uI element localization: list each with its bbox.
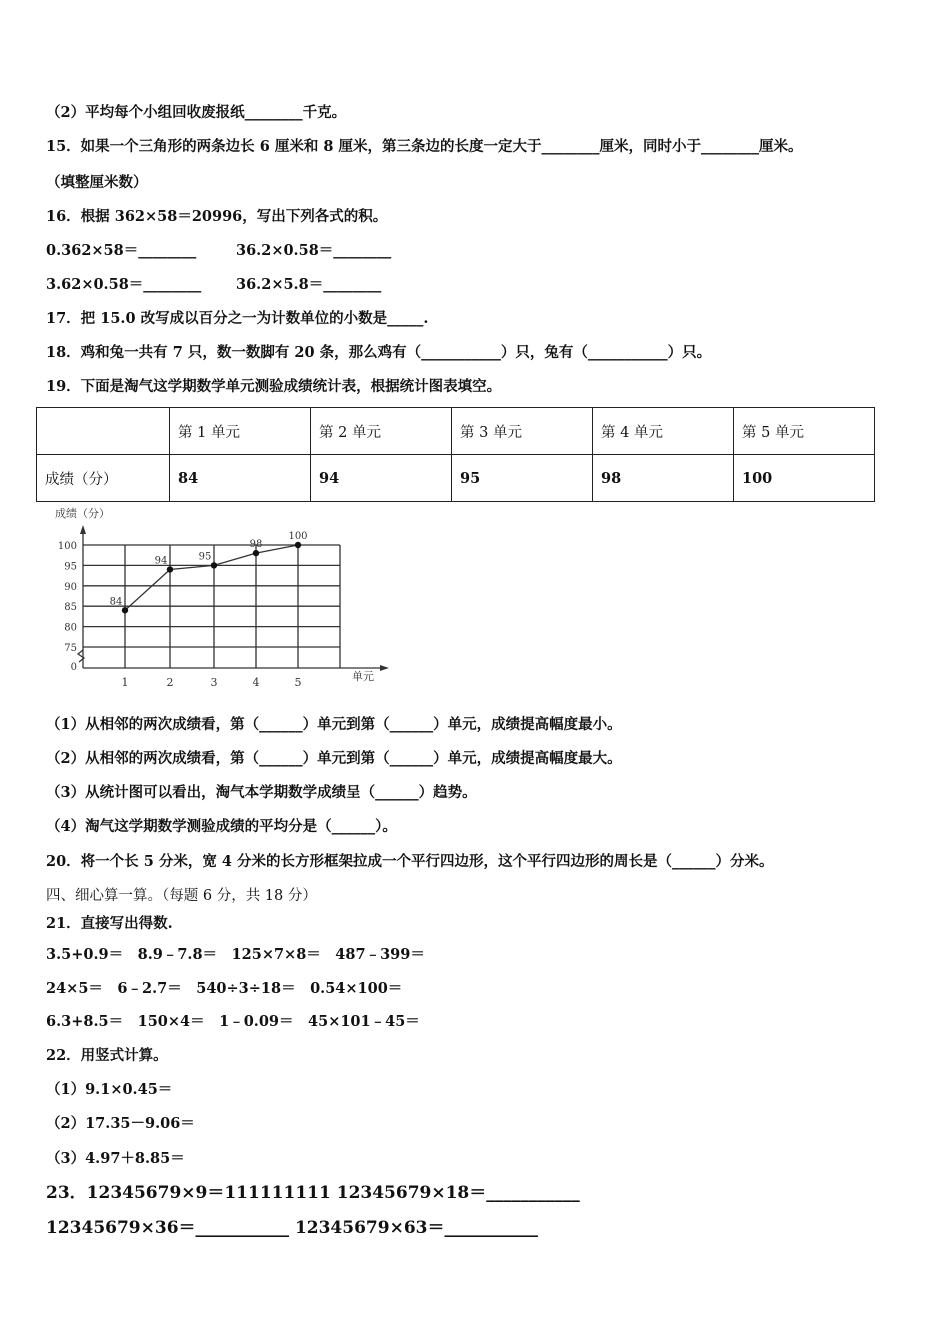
table-cell: 第 4 单元	[593, 408, 734, 455]
q19-1: （1）从相邻的两次成绩看，第（______）单元到第（______）单元，成绩提高幅度最小。	[46, 716, 622, 733]
q20: 20．将一个长 5 分米，宽 4 分米的长方形框架拉成一个平行四边形，这个平行四边形的周长是（______）分米。	[46, 853, 774, 870]
table-cell: 第 3 单元	[452, 408, 593, 455]
q21-row3: 6.3+8.5＝ 150×4＝ 1﹣0.09＝ 45×101﹣45＝	[46, 1013, 420, 1030]
q16-c: 3.62×0.58＝________	[46, 276, 202, 293]
q22-3: （3）4.97＋8.85＝	[46, 1150, 185, 1167]
data-label: 94	[154, 555, 168, 567]
series-line	[125, 545, 298, 610]
q16-b: 36.2×0.58＝________	[236, 242, 392, 259]
q21: 21．直接写出得数.	[46, 915, 173, 932]
q22-2: （2）17.35－9.06＝	[46, 1115, 195, 1132]
data-point	[211, 562, 217, 568]
q19-3: （3）从统计图可以看出，淘气本学期数学成绩呈（______）趋势。	[46, 784, 477, 801]
x-tick-label: 5	[294, 676, 302, 689]
table-cell: 94	[311, 455, 452, 502]
x-tick-label: 1	[121, 676, 129, 689]
x-tick-label: 2	[166, 676, 174, 689]
table-cell: 100	[734, 455, 875, 502]
y-tick-label: 80	[64, 622, 77, 634]
table-cell: 84	[170, 455, 311, 502]
q19-4: （4）淘气这学期数学测验成绩的平均分是（______）。	[46, 818, 397, 835]
data-label: 95	[198, 551, 212, 563]
y-axis-label: 成绩（分）	[55, 507, 110, 520]
table-cell	[37, 408, 170, 455]
table-cell: 第 2 单元	[311, 408, 452, 455]
q14-part2: （2）平均每个小组回收废报纸________千克。	[46, 104, 347, 121]
score-line-chart	[40, 500, 400, 695]
x-tick-label: 4	[252, 676, 260, 689]
q16-a: 0.362×58＝________	[46, 242, 197, 259]
q23-line1: 23．12345679×9＝111111111 12345679×18＝___________	[46, 1183, 580, 1203]
q19-2: （2）从相邻的两次成绩看，第（______）单元到第（______）单元，成绩提高幅度最大。	[46, 750, 622, 767]
y-tick-label: 90	[64, 581, 77, 593]
q23-line2: 12345679×36＝___________ 12345679×63＝___________	[46, 1218, 538, 1238]
data-point	[122, 607, 128, 613]
data-point	[167, 566, 173, 572]
data-label: 98	[249, 539, 263, 551]
q21-row1: 3.5+0.9＝ 8.9﹣7.8＝ 125×7×8＝ 487﹣399＝	[46, 946, 425, 963]
y-tick-label: 85	[64, 602, 77, 614]
table-cell: 98	[593, 455, 734, 502]
x-axis-label: 单元	[352, 670, 374, 683]
table-cell: 成绩（分）	[37, 455, 170, 502]
q16: 16．根据 362×58＝20996，写出下列各式的积。	[46, 208, 388, 225]
q19: 19．下面是淘气这学期数学单元测验成绩统计表，根据统计图表填空。	[46, 378, 502, 395]
table-cell: 95	[452, 455, 593, 502]
q15: 15．如果一个三角形的两条边长 6 厘米和 8 厘米，第三条边的长度一定大于________厘米，同时小于________厘米。	[46, 138, 803, 155]
data-label: 100	[288, 531, 308, 542]
q18: 18．鸡和兔一共有 7 只，数一数脚有 20 条，那么鸡有（___________）只，兔有（___________）只。	[46, 344, 712, 361]
y-tick-label: 0	[70, 662, 77, 673]
table-header-row	[37, 408, 875, 455]
score-table	[36, 407, 875, 502]
q22-1: （1）9.1×0.45＝	[46, 1081, 173, 1098]
x-axis-arrow	[380, 665, 389, 671]
y-tick-label: 95	[64, 561, 77, 573]
q21-row2: 24×5＝ 6﹣2.7＝ 540÷3÷18＝ 0.54×100＝	[46, 980, 403, 997]
table-row	[37, 455, 875, 502]
y-tick-label: 100	[57, 541, 77, 552]
y-tick-label: 75	[64, 643, 77, 654]
q15-note: （填整厘米数）	[46, 174, 148, 191]
q17: 17．把 15.0 改写成以百分之一为计数单位的小数是_____.	[46, 310, 429, 327]
table-cell: 第 5 单元	[734, 408, 875, 455]
table-cell: 第 1 单元	[170, 408, 311, 455]
q22: 22．用竖式计算。	[46, 1047, 168, 1064]
section-4-title: 四、细心算一算。（每题 6 分，共 18 分）	[46, 888, 317, 904]
q16-d: 36.2×5.8＝________	[236, 276, 382, 293]
data-point	[253, 550, 259, 556]
x-tick-label: 3	[210, 676, 218, 689]
data-label: 84	[109, 596, 123, 608]
y-axis-arrow	[80, 525, 86, 534]
data-point	[295, 542, 301, 548]
